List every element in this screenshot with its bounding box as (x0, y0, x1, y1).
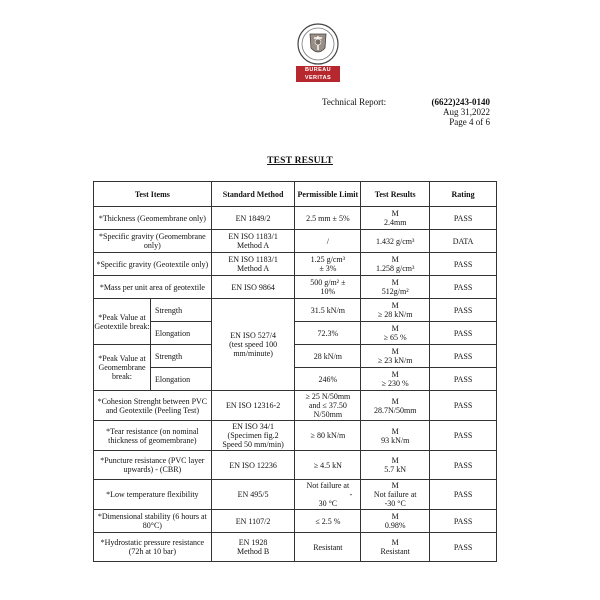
cell-limit: ≥ 4.5 kN (295, 451, 361, 480)
header-permissible-limit: Permissible Limit (295, 182, 361, 207)
cell-peak-geomembrane (94, 345, 212, 391)
table-row (94, 451, 497, 480)
table-row (94, 533, 497, 562)
report-page: Page 4 of 6 (449, 117, 490, 127)
table-row (94, 510, 497, 533)
cell-rating: PASS (430, 276, 497, 299)
page-title: TEST RESULT (267, 156, 333, 166)
logo-band-bureau: BUREAU (296, 66, 340, 74)
cell-rating: DATA (430, 230, 497, 253)
table-row (94, 345, 497, 368)
table-row (94, 299, 497, 322)
cell-rating: PASS (430, 345, 497, 368)
cell-item: *Low temperature flexibility (94, 480, 212, 510)
bureau-veritas-logo (296, 22, 340, 82)
cell-limit: 72.3% (295, 322, 361, 345)
peak-group-label: *Peak Value at Geotextile break: (94, 299, 151, 344)
cell-limit: ≤ 2.5 % (295, 510, 361, 533)
cell-std: EN 495/5 (211, 480, 295, 510)
cell-limit: 246% (295, 368, 361, 391)
cell-rating: PASS (430, 391, 497, 421)
table-row (94, 276, 497, 299)
cell-limit: 500 g/m² ± 10% (295, 276, 361, 299)
peak-sub-strength: Strength (151, 299, 211, 322)
cell-limit: 2.5 mm ± 5% (295, 207, 361, 230)
peak-sub-elongation: Elongation (155, 374, 191, 384)
cell-rating: PASS (430, 451, 497, 480)
cell-result: M ≥ 230 % (361, 368, 430, 391)
table-row (94, 253, 497, 276)
cell-limit: ≥ 80 kN/m (295, 421, 361, 451)
report-meta (432, 97, 491, 127)
cell-std: EN 1849/2 (211, 207, 295, 230)
cell-item: *Dimensional stability (6 hours at 80°C) (94, 510, 212, 533)
cell-std: EN ISO 9864 (211, 276, 295, 299)
table-header-row (94, 182, 497, 207)
cell-limit: Resistant (295, 533, 361, 562)
cell-rating: PASS (430, 533, 497, 562)
cell-rating: PASS (430, 421, 497, 451)
table-row (94, 207, 497, 230)
header-test-items: Test Items (94, 182, 212, 207)
cell-result: M Not failure at -30 °C (361, 480, 430, 510)
cell-item: *Specific gravity (Geotextile only) (94, 253, 212, 276)
cell-result: M 5.7 kN (361, 451, 430, 480)
cell-limit: 1.25 g/cm³ ± 3% (295, 253, 361, 276)
cell-result: 1.432 g/cm³ (361, 230, 430, 253)
cell-rating: PASS (430, 368, 497, 391)
results-table (93, 181, 497, 562)
logo-band-veritas: VERITAS (296, 74, 340, 82)
header-test-results: Test Results (361, 182, 430, 207)
table-row (94, 480, 497, 510)
cell-result: M 512g/m² (361, 276, 430, 299)
report-number: (6622)243-0140 (431, 97, 490, 107)
cell-result: M 28.7N/50mm (361, 391, 430, 421)
cell-std: EN 1107/2 (211, 510, 295, 533)
cell-item: *Mass per unit area of geotextile (94, 276, 212, 299)
cell-limit: ≥ 25 N/50mm and ≤ 37.50 N/50mm (295, 391, 361, 421)
cell-item: *Tear resistance (on nominal thickness of geomembrane) (94, 421, 212, 451)
cell-rating: PASS (430, 480, 497, 510)
cell-result: M ≥ 65 % (361, 322, 430, 345)
peak-group-label: *Peak Value at Geomembrane break: (94, 345, 151, 390)
cell-std-peak: EN ISO 527/4 (test speed 100 mm/minute) (211, 299, 295, 391)
cell-std: EN ISO 12236 (211, 451, 295, 480)
cell-result: M 2.4mm (361, 207, 430, 230)
cell-std: EN ISO 34/1 (Specimen fig.2 Speed 50 mm/min) (211, 421, 295, 451)
seal-icon (296, 22, 340, 66)
cell-rating: PASS (430, 322, 497, 345)
cell-limit: 31.5 kN/m (295, 299, 361, 322)
cell-limit: 28 kN/m (295, 345, 361, 368)
header-rating: Rating (430, 182, 497, 207)
table-row (94, 230, 497, 253)
cell-std: EN ISO 12316-2 (211, 391, 295, 421)
cell-std: EN 1928 Method B (211, 533, 295, 562)
cell-item: *Cohesion Strenght between PVC and Geotextile (Peeling Test) (94, 391, 212, 421)
cell-rating: PASS (430, 253, 497, 276)
cell-std: EN ISO 1183/1 Method A (211, 230, 295, 253)
peak-sub-strength: Strength (151, 345, 211, 368)
cell-rating: PASS (430, 510, 497, 533)
cell-result: M ≥ 23 kN/m (361, 345, 430, 368)
cell-std: EN ISO 1183/1 Method A (211, 253, 295, 276)
cell-item: *Thickness (Geomembrane only) (94, 207, 212, 230)
cell-item: *Specific gravity (Geomembrane only) (94, 230, 212, 253)
report-date: Aug 31,2022 (443, 107, 490, 117)
table-row (94, 391, 497, 421)
cell-result: M 93 kN/m (361, 421, 430, 451)
cell-rating: PASS (430, 299, 497, 322)
cell-item: *Puncture resistance (PVC layer upwards) - (CBR) (94, 451, 212, 480)
cell-result: M 1.258 g/cm³ (361, 253, 430, 276)
cell-rating: PASS (430, 207, 497, 230)
cell-result: M Resistant (361, 533, 430, 562)
cell-limit: Not failure at - 30 °C (295, 480, 361, 510)
cell-result: M 0.98% (361, 510, 430, 533)
peak-sub-elongation: Elongation (155, 328, 191, 338)
report-label: Technical Report: (322, 97, 387, 107)
cell-result: M ≥ 28 kN/m (361, 299, 430, 322)
cell-item: *Hydrostatic pressure resistance (72h at 10 bar) (94, 533, 212, 562)
table-row (94, 421, 497, 451)
cell-limit: / (295, 230, 361, 253)
header-standard-method: Standard Method (211, 182, 295, 207)
cell-peak-geotextile (94, 299, 212, 345)
